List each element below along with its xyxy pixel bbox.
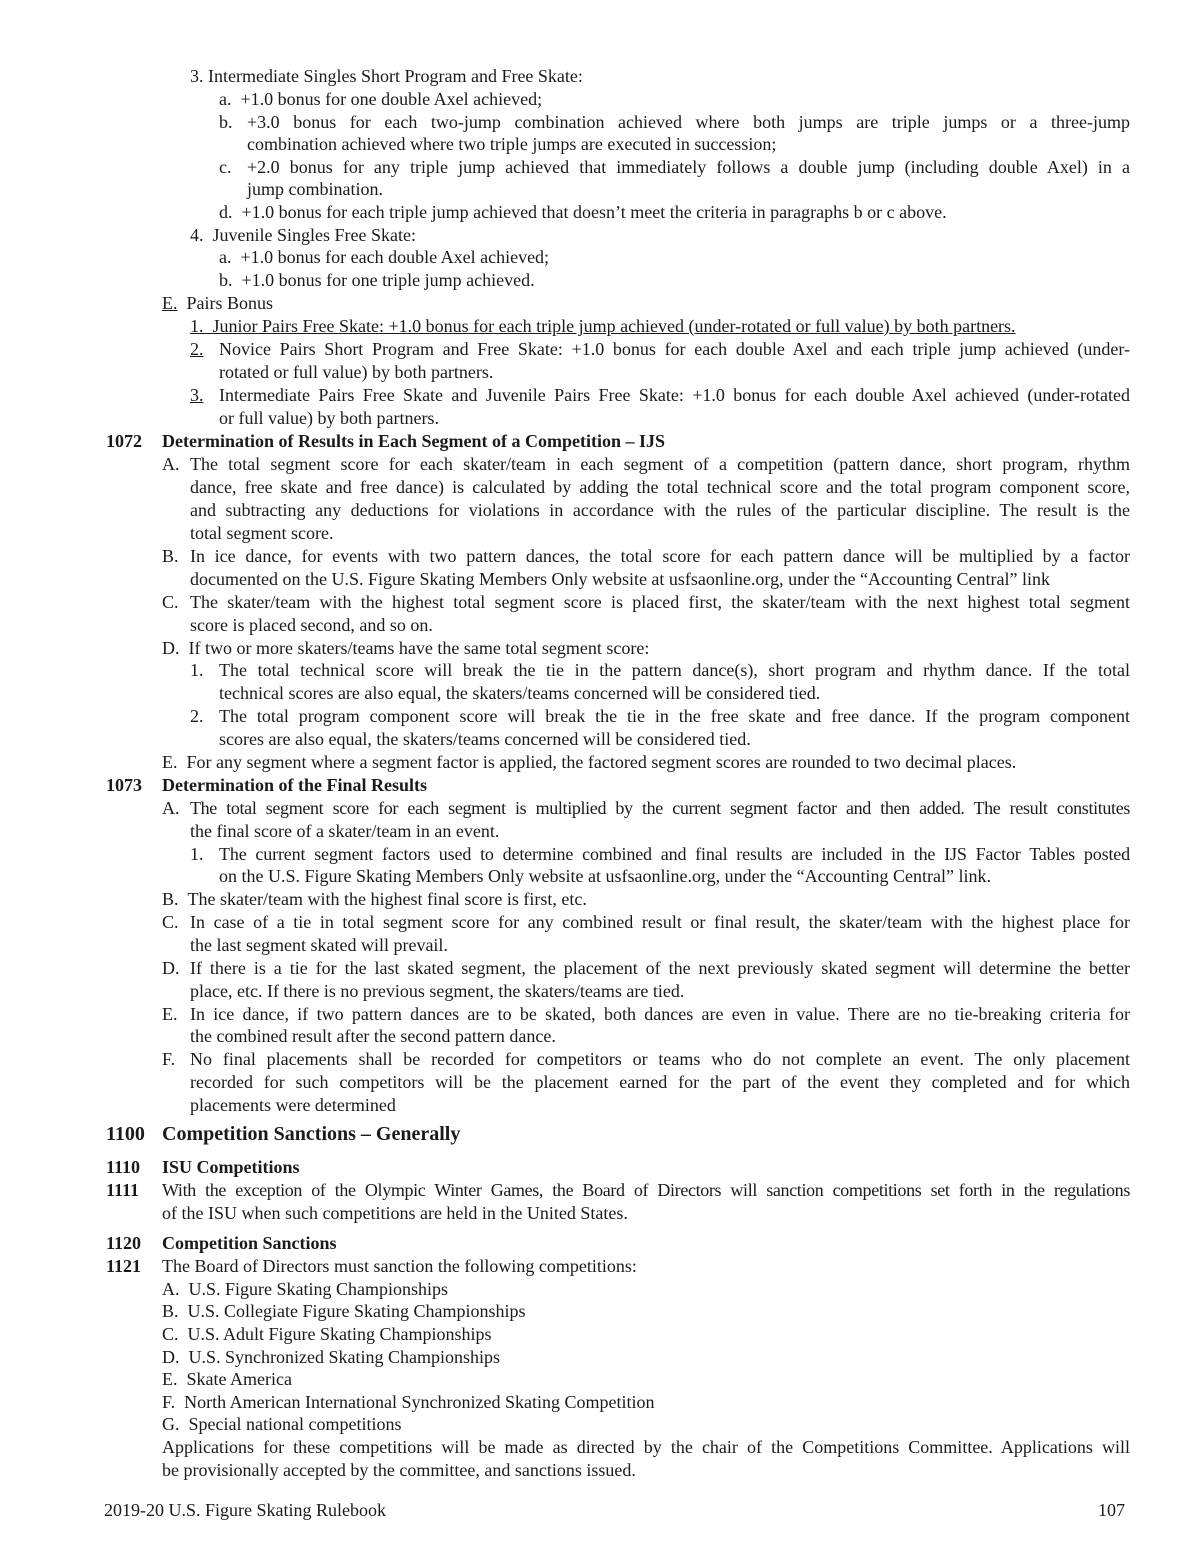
rule-number: 1072	[106, 431, 142, 451]
paragraph-line: Applications for these competitions will be made as directed by the chair of the Competitions Committee. Applications will	[162, 1437, 1130, 1457]
paragraph-line: In ice dance, if two pattern dances are to be skated, both dances are even in value. There are no tie-breaking criteria for	[190, 1004, 1130, 1024]
paragraph-line: documented on the U.S. Figure Skating Members Only website at usfsaonline.org, under the “Accounting Central” link	[190, 569, 1050, 589]
list-item: d. +1.0 bonus for each triple jump achieved that doesn’t meet the criteria in paragraphs b or c above.	[219, 202, 947, 222]
list-item: 4. Juvenile Singles Free Skate:	[190, 225, 416, 245]
list-item: D. U.S. Synchronized Skating Championships	[162, 1347, 500, 1367]
list-item: a. +1.0 bonus for each double Axel achieved;	[219, 247, 550, 267]
rule-number: 1100	[106, 1123, 145, 1145]
section-heading: Competition Sanctions	[162, 1233, 337, 1253]
rule-number: 1121	[106, 1256, 142, 1276]
list-marker: C.	[162, 592, 179, 612]
list-item: A. U.S. Figure Skating Championships	[162, 1279, 449, 1299]
paragraph-line: +3.0 bonus for each two-jump combination achieved where both jumps are triple jumps or a three-jump	[247, 112, 1130, 132]
list-item: B. The skater/team with the highest final score is first, etc.	[162, 889, 587, 909]
paragraph-line: technical scores are also equal, the skaters/teams concerned will be considered tied.	[219, 683, 821, 703]
chapter-heading: Competition Sanctions – Generally	[162, 1123, 461, 1145]
list-marker: A.	[162, 798, 180, 818]
paragraph-line: The current segment factors used to determine combined and final results are included in the IJS Factor Tables posted	[219, 844, 1130, 864]
paragraph-line: score is placed second, and so on.	[190, 615, 433, 635]
paragraph-line: the combined result after the second pattern dance.	[190, 1026, 556, 1046]
section-heading: Determination of Results in Each Segment of a Competition – IJS	[162, 431, 665, 451]
paragraph-line: With the exception of the Olympic Winter Games, the Board of Directors will sanction competitions set forth in the regulations	[162, 1180, 1130, 1200]
list-item: E. Skate America	[162, 1369, 292, 1389]
paragraph-line: The total program component score will break the tie in the free skate and free dance. If the program component	[219, 706, 1130, 726]
list-marker: A.	[162, 454, 180, 474]
footer-title: 2019-20 U.S. Figure Skating Rulebook	[104, 1500, 386, 1520]
section-heading: Determination of the Final Results	[162, 775, 427, 795]
paragraph-line: The skater/team with the highest total segment score is placed first, the skater/team with the next highest total segment	[190, 592, 1130, 612]
paragraph-line: the last segment skated will prevail.	[190, 935, 448, 955]
list-marker: c.	[219, 157, 232, 177]
rule-number: 1120	[106, 1233, 142, 1253]
list-marker: 2.	[190, 339, 204, 359]
paragraph-line: recorded for such competitors will be the placement earned for the part of the event they completed and for which	[190, 1072, 1130, 1092]
list-marker: F.	[162, 1049, 176, 1069]
paragraph-line: No final placements shall be recorded for competitors or teams who do not complete an event. The only placement	[190, 1049, 1130, 1069]
list-marker: E.	[162, 1004, 178, 1024]
list-marker: b.	[219, 112, 233, 132]
list-item: E. For any segment where a segment factor is applied, the factored segment scores are rounded to two decimal places.	[162, 752, 1017, 772]
paragraph-line: If there is a tie for the last skated segment, the placement of the next previously skated segment will determine the better	[190, 958, 1130, 978]
list-item: a. +1.0 bonus for one double Axel achieved;	[219, 89, 543, 109]
paragraph-line: the final score of a skater/team in an event.	[190, 821, 500, 841]
list-item: b. +1.0 bonus for one triple jump achieved.	[219, 270, 535, 290]
paragraph-line: place, etc. If there is no previous segment, the skaters/teams are tied.	[190, 981, 685, 1001]
paragraph-line: total segment score.	[190, 523, 334, 543]
list-item: G. Special national competitions	[162, 1414, 402, 1434]
list-item: 1. Junior Pairs Free Skate: +1.0 bonus for each triple jump achieved (under-rotated or full value) by both partners.	[190, 316, 1016, 336]
list-marker: 3.	[190, 385, 204, 405]
list-marker: 2.	[190, 706, 204, 726]
paragraph-line: Intermediate Pairs Free Skate and Juvenile Pairs Free Skate: +1.0 bonus for each double Axel achieved (under-rotated	[219, 385, 1130, 405]
list-item: D. If two or more skaters/teams have the same total segment score:	[162, 638, 650, 658]
list-marker: D.	[162, 958, 180, 978]
list-item: B. U.S. Collegiate Figure Skating Championships	[162, 1301, 526, 1321]
paragraph-line: or full value) by both partners.	[219, 408, 439, 428]
paragraph-line: and subtracting any deductions for violations in accordance with the rules of the particular discipline. The result is the	[190, 500, 1130, 520]
list-marker: 1.	[190, 844, 204, 864]
paragraph-line: combination achieved where two triple jumps are executed in succession;	[247, 134, 777, 154]
list-item: 3. Intermediate Singles Short Program and Free Skate:	[190, 66, 583, 86]
paragraph-line: on the U.S. Figure Skating Members Only website at usfsaonline.org, under the “Accounting Central” link.	[219, 866, 992, 886]
paragraph-line: The total segment score for each skater/team in each segment of a competition (pattern dance, short program, rhythm	[190, 454, 1130, 474]
paragraph-line: rotated or full value) by both partners.	[219, 362, 494, 382]
paragraph-line: +2.0 bonus for any triple jump achieved that immediately follows a double jump (including double Axel) in a	[247, 157, 1130, 177]
paragraph-line: In case of a tie in total segment score for any combined result or final result, the skater/team with the highest place for	[190, 912, 1130, 932]
paragraph-line: The total segment score for each segment is multiplied by the current segment factor and then added. The result constitutes	[190, 798, 1130, 818]
list-marker: 1.	[190, 660, 204, 680]
paragraph-line: be provisionally accepted by the committee, and sanctions issued.	[162, 1460, 636, 1480]
list-item: E. Pairs Bonus	[162, 293, 274, 313]
paragraph-line: In ice dance, for events with two pattern dances, the total score for each pattern dance will be multiplied by a factor	[190, 546, 1130, 566]
list-marker: C.	[162, 912, 179, 932]
rule-number: 1111	[106, 1180, 140, 1200]
paragraph-line: jump combination.	[247, 179, 383, 199]
page-number: 107	[1098, 1500, 1125, 1520]
paragraph-line: Novice Pairs Short Program and Free Skate: +1.0 bonus for each double Axel and each triple jump achieved (under-	[219, 339, 1130, 359]
rule-number: 1073	[106, 775, 142, 795]
rule-number: 1110	[106, 1157, 141, 1177]
section-heading: ISU Competitions	[162, 1157, 300, 1177]
list-item: C. U.S. Adult Figure Skating Championships	[162, 1324, 492, 1344]
paragraph-line: The Board of Directors must sanction the following competitions:	[162, 1256, 637, 1276]
list-marker: B.	[162, 546, 179, 566]
paragraph-line: The total technical score will break the tie in the pattern dance(s), short program and rhythm dance. If the total	[219, 660, 1130, 680]
paragraph-line: of the ISU when such competitions are held in the United States.	[162, 1203, 628, 1223]
paragraph-line: placements were determined	[190, 1095, 396, 1115]
paragraph-line: scores are also equal, the skaters/teams concerned will be considered tied.	[219, 729, 751, 749]
list-item: F. North American International Synchronized Skating Competition	[162, 1392, 655, 1412]
paragraph-line: dance, free skate and free dance) is calculated by adding the total technical score and the total program component score,	[190, 477, 1130, 497]
